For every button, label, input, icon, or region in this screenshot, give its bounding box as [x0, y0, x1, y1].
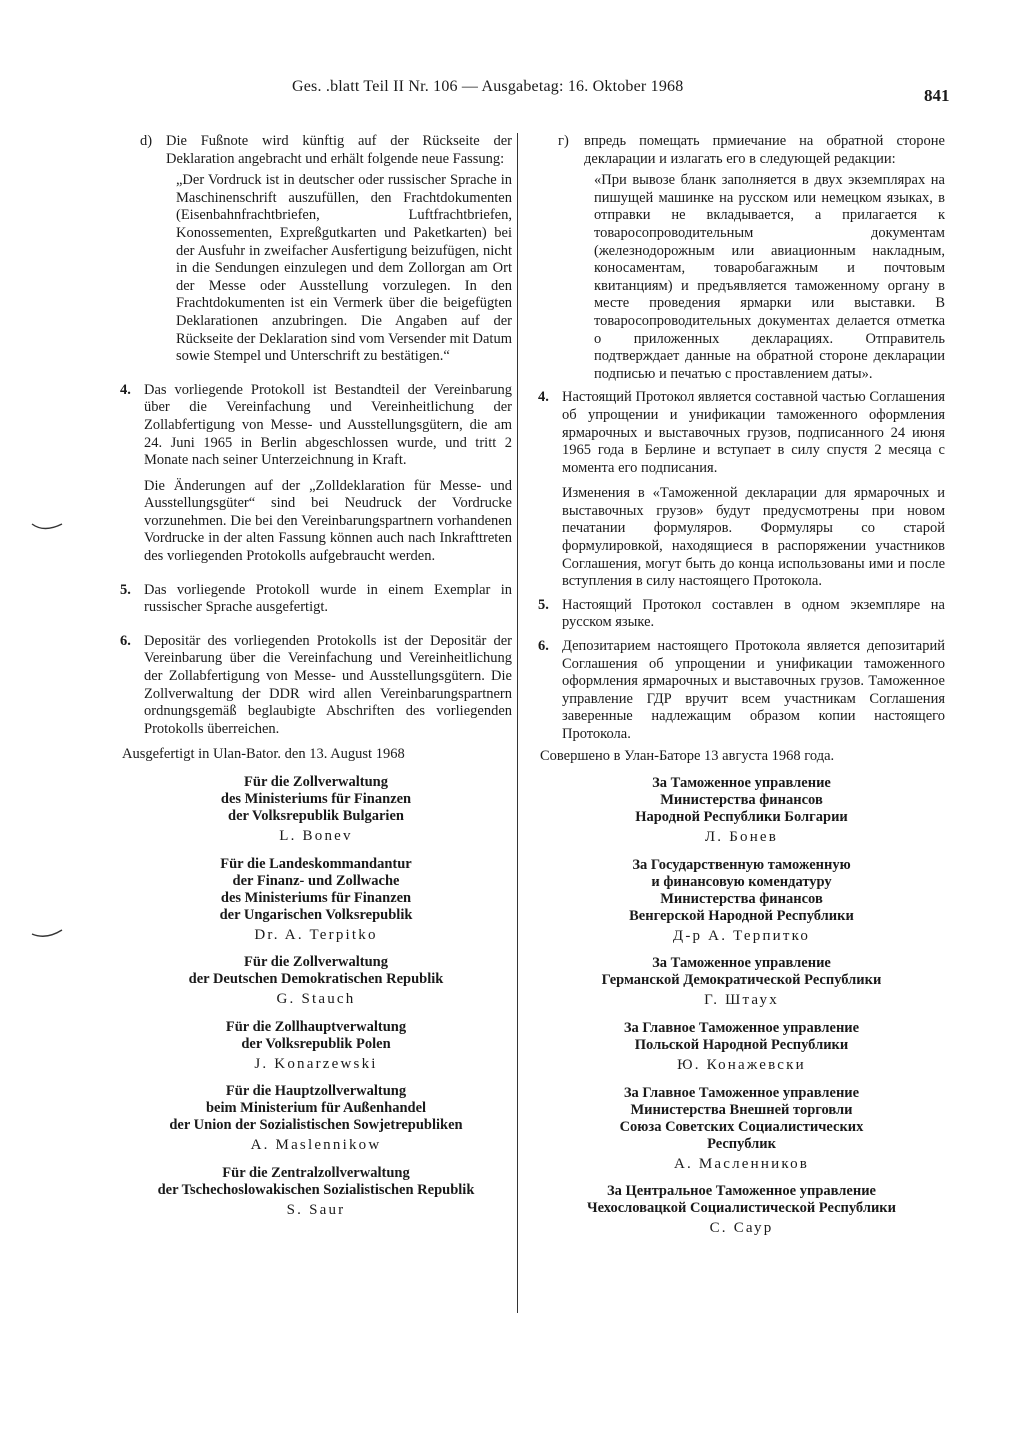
- column-divider: [517, 133, 518, 1313]
- paragraph-text-continued: Die Änderungen auf der „Zolldeklaration für Messe- und Ausstellungsgüter“ sind bei Neudruck der Vordrucke vorzunehmen. Die bei den Vereinbarungspartnern vorhandenen Vordrucke in der alten Fassung können auch nach Inkrafttreten des vorliegenden Protokolls aufgebraucht werden.: [144, 477, 512, 565]
- clause-quote: «При вывозе бланк заполняется в двух экземплярах на пишущей машинке на русском или немецком языках, в отправки не вкладывается, а прилагается к товаросопроводительным документам (железнодорожным или авиационным накладным, коносаментам, товаробагажным и почтовым квитанциям) и предъявляется таможенному органу в месте проведения ярмарки или выставки. В товаросопроводительных документах делается отметка о приложенных декларациях. Отправитель подтверждает данные на обратной стороне декларации подписью и печатью с проставлением даты».: [594, 172, 945, 382]
- signature-block: [120, 954, 512, 1009]
- page-number: 841: [924, 86, 950, 105]
- signature-block: [120, 856, 512, 945]
- paragraph-number: 5.: [538, 596, 549, 613]
- signing-place-date: Ausgefertigt in Ulan-Bator. den 13. August 1968: [122, 746, 405, 763]
- paragraph-4: [538, 389, 945, 591]
- signature-block: [538, 1020, 945, 1075]
- paragraph-number: 4.: [538, 389, 549, 406]
- clause-intro: Die Fußnote wird künftig auf der Rückseite der Deklaration angebracht und erhält folgende neue Fassung:: [166, 133, 512, 167]
- signatory-name: Д-р А. Терпитко: [672, 927, 811, 944]
- signatory-organization: За Главное Таможенное управление Министерства Внешней торговли Союза Советских Социалистических Республик: [619, 1084, 864, 1152]
- paragraph-5: [538, 597, 945, 632]
- paragraph-text-continued: Изменения в «Таможенной декларации для ярмарочных и выставочных грузов» будут предусмотрены при новом печатании формуляров. Формуляры со старой формулировкой, находящиеся в распоряжении участников Соглашения, могут быть до конца использованы ими и после вступления в силу настоящего Протокола.: [562, 485, 945, 590]
- clause-d: [140, 133, 512, 366]
- signatory-name: Dr. A. Terpitko: [254, 926, 378, 943]
- clause-marker: d): [140, 133, 153, 149]
- paragraph-6: [120, 633, 512, 739]
- signature-block: [120, 1083, 512, 1155]
- signatory-name: Ю. Конажевски: [677, 1056, 806, 1073]
- paragraph-5: [120, 582, 512, 617]
- russian-column: [538, 133, 945, 1238]
- paragraph-text: Настоящий Протокол является составной частью Соглашения об упрощении и унификации таможенного оформления ярмарочных и выставочных грузов, подписанного 24 июня 1965 года в Берлине и вступает в силу спустя 2 месяца с момента его подписания.: [562, 389, 945, 476]
- signatory-organization: Für die Zollhauptverwaltung der Volksrepublik Polen: [225, 1018, 407, 1052]
- signature-block: [120, 1165, 512, 1220]
- signatory-name: G. Stauch: [276, 991, 356, 1008]
- paragraph-number: 6.: [538, 638, 549, 655]
- clause-intro: впредь помещать прмиечание на обратной стороне декларации и излагать его в следующей редакции:: [584, 133, 945, 167]
- paragraph-number: 5.: [120, 581, 131, 598]
- signature-block: [538, 955, 945, 1010]
- signatory-name: S. Saur: [286, 1201, 346, 1218]
- paragraph-text: Das vorliegende Protokoll wurde in einem Exemplar in russischer Sprache ausgefertigt.: [144, 581, 512, 616]
- signature-block: [538, 775, 945, 847]
- signatory-organization: Für die Landeskommandantur der Finanz- und Zollwache des Ministeriums für Finanzen der Ungarischen Volksrepublik: [219, 855, 413, 923]
- margin-pencil-mark: [30, 928, 64, 942]
- signatory-organization: За Государственную таможенную и финансовую комендатуру Министерства финансов Венгерской Народной Республики: [629, 856, 854, 924]
- clause-quote: „Der Vordruck ist in deutscher oder russischer Sprache in Maschinenschrift auszufüllen, den Frachtdokumenten (Eisenbahnfrachtbriefen, Luftfrachtbriefen, Konossementen, Expreßgutkarten und Paketkarten) bei der Ausfuhr in zweifacher Ausfertigung beizufügen, nicht in die Sendungen einzulegen und dem Zollorgan am Ort der Messe oder Ausstellung vorzulegen. In den Frachtdokumenten ist ein Vermerk über die beigefügten Deklarationen anzubringen. Die Angaben auf der Rückseite der Deklaration sind vom Versender mit Datum sowie Stempel und Unterschrift zu bestätigen.“: [176, 172, 512, 365]
- clause-g: [558, 133, 945, 383]
- signature-block: [538, 857, 945, 946]
- paragraph-text: Das vorliegende Protokoll ist Bestandteil der Vereinbarung über die Vereinfachung und Vereinheitlichung der Zollabfertigung von Messe- und Ausstellungsgütern, die am 24. Juni 1965 in Berlin abgeschlossen wurde, und tritt 2 Monate nach seiner Unterzeichnung in Kraft.: [144, 381, 512, 469]
- paragraph-text: Depositär des vorliegenden Protokolls ist der Depositär der Vereinbarung über die Vereinfachung und Vereinheitlichung der Zollabfertigung von Messe- und Ausstellungsgütern. Die Zollverwaltung der DDR wird allen Vereinbarungspartnern ordnungsgemäß beglaubigte Abschriften des vorliegenden Protokolls überreichen.: [144, 632, 512, 737]
- paragraph-6: [538, 638, 945, 744]
- signatory-name: A. Maslennikow: [250, 1137, 382, 1154]
- clause-marker: г): [558, 133, 569, 149]
- signature-block: [120, 1019, 512, 1074]
- signing-place-date: Совершено в Улан-Баторе 13 августа 1968 года.: [540, 747, 835, 764]
- paragraph-number: 6.: [120, 632, 131, 649]
- signatory-name: Л. Бонев: [704, 829, 779, 846]
- signatory-organization: Für die Zollverwaltung der Deutschen Demokratischen Republik: [188, 954, 444, 988]
- signature-block: [538, 1085, 945, 1174]
- signature-block: [120, 774, 512, 846]
- signature-block: [538, 1183, 945, 1238]
- signatory-organization: Für die Zentralzollverwaltung der Tschechoslowakischen Sozialistischen Republik: [157, 1164, 475, 1198]
- german-column: [120, 133, 512, 1220]
- margin-pencil-mark: [30, 520, 64, 534]
- paragraph-text: Настоящий Протокол составлен в одном экземпляре на русском языке.: [562, 596, 945, 631]
- signatory-organization: Für die Zollverwaltung des Ministeriums für Finanzen der Volksrepublik Bulgarien: [220, 774, 412, 824]
- signatory-name: А. Масленников: [673, 1155, 810, 1172]
- paragraph-text: Депозитарием настоящего Протокола является депозитарий Соглашения об упрощении и унификации таможенного оформления ярмарочных и выставочных грузов. Таможенное управление ГДР вручит всем участникам Соглашения заверенные надлежащим образом копии настоящего Протокола.: [562, 638, 945, 742]
- signatory-name: J. Konarzewski: [254, 1055, 378, 1072]
- paragraph-number: 4.: [120, 381, 131, 398]
- running-header: Ges. .blatt Teil II Nr. 106 — Ausgabetag: 16. Oktober 1968: [292, 78, 684, 95]
- signatory-organization: За Таможенное управление Германской Демократической Республики: [601, 955, 882, 989]
- signatory-name: L. Bonev: [279, 828, 353, 844]
- signatory-organization: За Таможенное управление Министерства финансов Народной Республики Болгарии: [635, 775, 848, 826]
- signatory-organization: За Главное Таможенное управление Польской Народной Республики: [623, 1019, 860, 1053]
- paragraph-4: [120, 382, 512, 566]
- signatory-name: Г. Штаух: [704, 992, 779, 1009]
- signatory-organization: Für die Hauptzollverwaltung beim Ministerium für Außenhandel der Union der Sozialistischen Sowjetrepubliken: [169, 1083, 463, 1134]
- signatory-name: С. Саур: [709, 1220, 774, 1237]
- signatory-organization: За Центральное Таможенное управление Чехословацкой Социалистической Республики: [586, 1183, 897, 1217]
